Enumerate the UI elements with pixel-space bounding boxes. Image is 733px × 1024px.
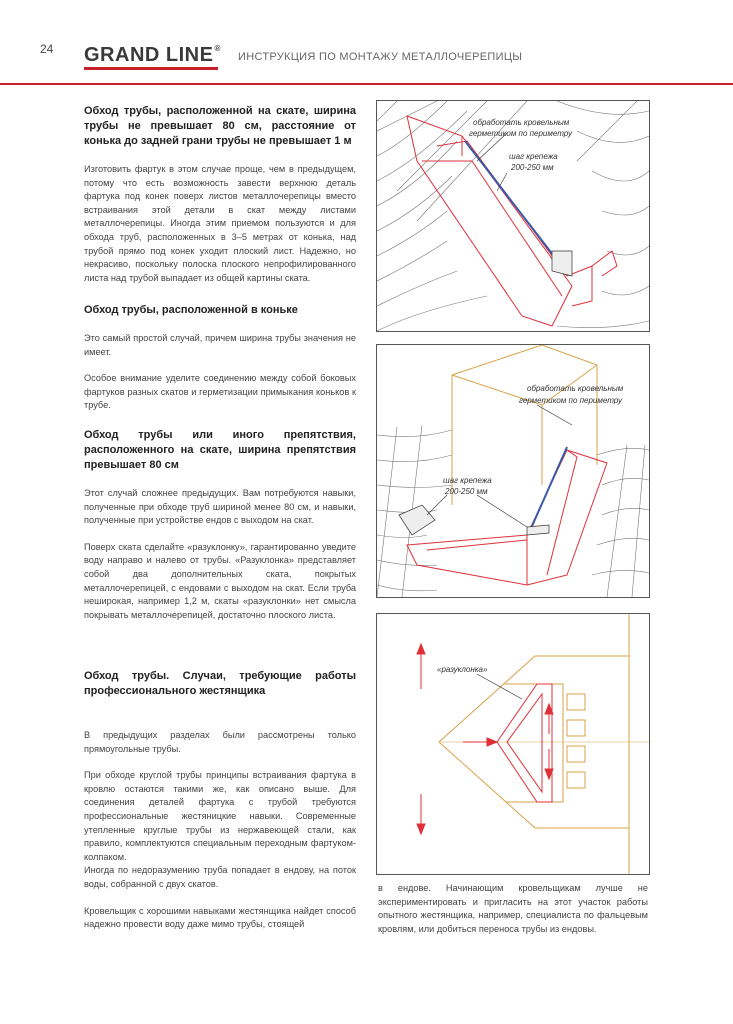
section-2 [84, 303, 356, 413]
section-1 [84, 104, 356, 285]
section-4-paragraph-1: В предыдущих разделах были рассмотрены только прямоугольные трубы. [84, 730, 356, 754]
section-2-paragraph-1: Это самый простой случай, причем ширина трубы значения не имеет. [84, 333, 356, 357]
continuation-paragraph: в ендове. Начинающим кровельщикам лучше не экспериментировать и пригласить на этот участок работы опытного жестянщика, например, специалиста по фальцевым кровлям, или добиться переноса трубы из ендовы. [378, 883, 648, 934]
figure-1-label-2: герметиком по периметру [469, 129, 572, 138]
section-4-paragraph-3: Иногда по недоразумению труба попадает в ендову, на поток воды, собранной с двух скатов. [84, 865, 356, 889]
figure-1-label-1: обработать кровельным [473, 118, 570, 127]
flashing-outline [407, 450, 607, 585]
leader-lines [477, 674, 522, 699]
section-2-title: Обход трубы, расположенной в коньке [84, 304, 298, 316]
chimney-corner [552, 251, 572, 276]
figure-1-chimney-flashing-near-ridge [376, 100, 650, 332]
logo-underline [84, 67, 218, 70]
figure-2-chimney-flashing-on-ridge [376, 344, 650, 598]
figure-1-drawing [377, 101, 649, 331]
chimney-blocks [567, 694, 585, 788]
flashing-outline [407, 116, 617, 326]
section-1-title: Обход трубы, расположенной на скате, ширина трубы не превышает 80 см, расстояние от конька до задней грани трубы не превышает 1 м [84, 105, 356, 147]
figure-3-cricket-plan-view [376, 613, 650, 875]
brand-logo [84, 44, 221, 67]
section-1-paragraph-1: Изготовить фартук в этом случае проще, чем в предыдущем, потому что есть возможность завести верхнюю деталь фартука под конек поверх листов металлочерепицы вместо встраивания этой детали в скат между листами металлочерепицы. Иногда этим приемом пользуются и для обхода труб, расположенных в 3–5 метрах от конька, над трубой прямо под конек уходит плоский лист. Надежно, но некрасиво, поскольку полоска плоского непрофилированного листа над трубой выпадает из общей картины ската. [84, 164, 356, 283]
header-rule [0, 83, 733, 85]
section-3-paragraph-2: Поверх ската сделайте «разуклонку», гарантированно уведите воду направо и налево от трубы. «Разуклонка» представляет собой два дополнительных ската, покрытых металлочерепицей, с ендовами с выходом на скат. Если труба неширокая, например 1,2 м, скаты «разуклонки» нет смысла покрывать металлочерепицей, достаточно плоского листа. [84, 541, 356, 620]
section-4-title: Обход трубы. Случаи, требующие работы профессионального жестянщика [84, 670, 356, 697]
page-number: 24 [40, 42, 54, 56]
tool-symbols [399, 505, 549, 535]
section-3 [84, 428, 356, 622]
section-3-paragraph-1: Этот случай сложнее предыдущих. Вам потребуются навыки, полученные при обходе труб шириной менее 80 см, и навыки, полученные при устройстве ендов с выходом на скат. [84, 488, 356, 526]
figure-1-label-3: шаг крепежа [509, 152, 558, 161]
figure-3-drawing [377, 614, 649, 874]
brand-registered-mark: ® [214, 44, 221, 53]
section-4-paragraph-4: Кровельщик с хорошими навыками жестянщика найдет способ надежно провести воду даже мимо трубы, стоящей [84, 905, 356, 930]
roof-outline [439, 614, 649, 874]
document-title: ИНСТРУКЦИЯ ПО МОНТАЖУ МЕТАЛЛОЧЕРЕПИЦЫ [238, 51, 523, 63]
figure-2-drawing [377, 345, 649, 597]
figure-2-label-4: 200-250 мм [445, 487, 488, 496]
figure-2-label-1: обработать кровельным [527, 384, 624, 393]
cricket-outline [497, 684, 552, 802]
section-4 [84, 669, 356, 932]
figure-2-label-2: герметиком по периметру [519, 396, 622, 405]
section-3-title: Обход трубы или иного препятствия, расположенного на скате, ширина препятствия превышает 80 см [84, 429, 356, 471]
leader-lines [427, 405, 572, 527]
figure-1-label-4: 200-250 мм [511, 163, 554, 172]
brand-name: GRAND LINE [84, 44, 214, 66]
figure-2-label-3: шаг крепежа [443, 476, 492, 485]
figure-3-label: «разуклонка» [437, 665, 488, 674]
section-4-paragraph-2: При обходе круглой трубы принципы встраивания фартука в кровлю остаются такими же, как описано выше. Для соединения деталей фартука с трубой требуются профессиональные жестяницкие навыки. Современные утепленные круглые трубы из нержавеющей стали, как правило, комплектуются специальным переходным фартуком-колпаком. [84, 770, 356, 862]
section-2-paragraph-2: Особое внимание уделите соединению между собой боковых фартуков разных скатов и герметизации примыкания коньков к трубе. [84, 373, 356, 411]
